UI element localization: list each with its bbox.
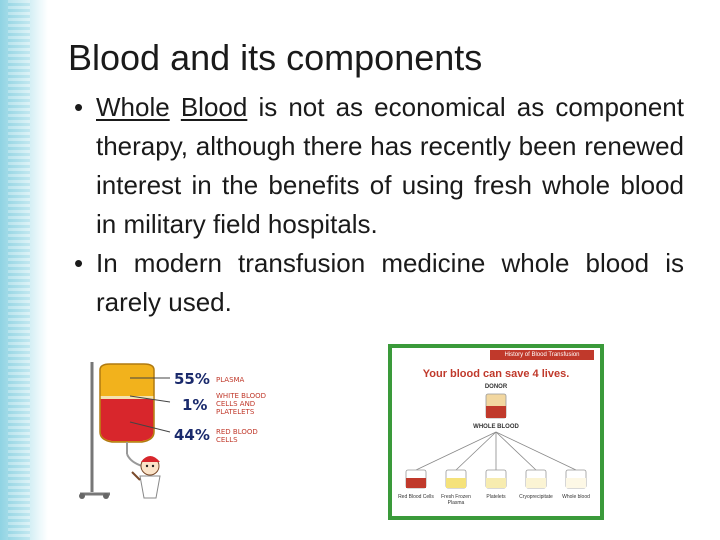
slide-title: Blood and its components xyxy=(68,37,483,78)
red-cells-percent: 44% xyxy=(174,426,210,444)
bullet-marker: • xyxy=(74,92,84,122)
plasma-label: PLASMA xyxy=(216,376,245,384)
component-label: Red Blood Cells xyxy=(398,494,434,500)
gap xyxy=(170,92,181,122)
component-label: Cryoprecipitate xyxy=(519,494,553,500)
component-bag-platelets xyxy=(486,470,506,488)
component-bag-whole-blood xyxy=(566,470,586,488)
branch-lines xyxy=(416,432,576,470)
component-label: Fresh Frozen Plasma xyxy=(441,494,471,506)
poster-diagram xyxy=(392,348,600,516)
white-cells-label-line1: WHITE BLOOD xyxy=(216,392,267,400)
bullet-marker: • xyxy=(74,248,84,278)
blood-components-poster xyxy=(388,344,604,520)
underlined-term-blood: Blood xyxy=(180,92,248,122)
white-cells-label-line3: PLATELETS xyxy=(216,408,255,416)
component-labels xyxy=(396,494,596,514)
bullet-text: In modern transfusion medicine whole blood is rarely used. xyxy=(96,248,684,317)
component-label: Whole blood xyxy=(562,494,590,500)
component-bag-cryo xyxy=(526,470,546,488)
decorative-left-band xyxy=(0,0,48,540)
red-cell-layer xyxy=(101,399,153,441)
component-label: Platelets xyxy=(486,494,506,500)
whole-blood-label: WHOLE BLOOD xyxy=(473,424,519,430)
plasma-percent: 55% xyxy=(174,370,210,388)
white-cells-label-line2: CELLS AND xyxy=(216,400,256,408)
component-bag-red-cells xyxy=(406,470,426,488)
underlined-term-whole: Whole xyxy=(96,92,170,122)
red-cells-label-line1: RED BLOOD xyxy=(216,428,258,436)
bullet-item-modern-transfusion xyxy=(74,244,684,322)
donor-label: DONOR xyxy=(484,384,508,390)
iv-bag-illustration xyxy=(70,362,290,502)
cartoon-blood-drop-character xyxy=(132,456,160,498)
poster-banner: History of Blood Transfusion xyxy=(490,350,594,360)
component-bag-plasma xyxy=(446,470,466,488)
bullet-text: is not as economical as component therapy, although there has recently been renewed interest in the benefits of using fresh whole blood in military field hospitals. xyxy=(96,92,684,239)
bullet-list xyxy=(74,88,684,322)
bullet-item-whole-blood xyxy=(74,88,684,244)
white-cells-percent: 1% xyxy=(182,396,208,414)
poster-title: Your blood can save 4 lives. xyxy=(422,368,570,380)
donor-bag-red-icon xyxy=(486,406,506,418)
red-cells-label-line2: CELLS xyxy=(216,436,238,444)
